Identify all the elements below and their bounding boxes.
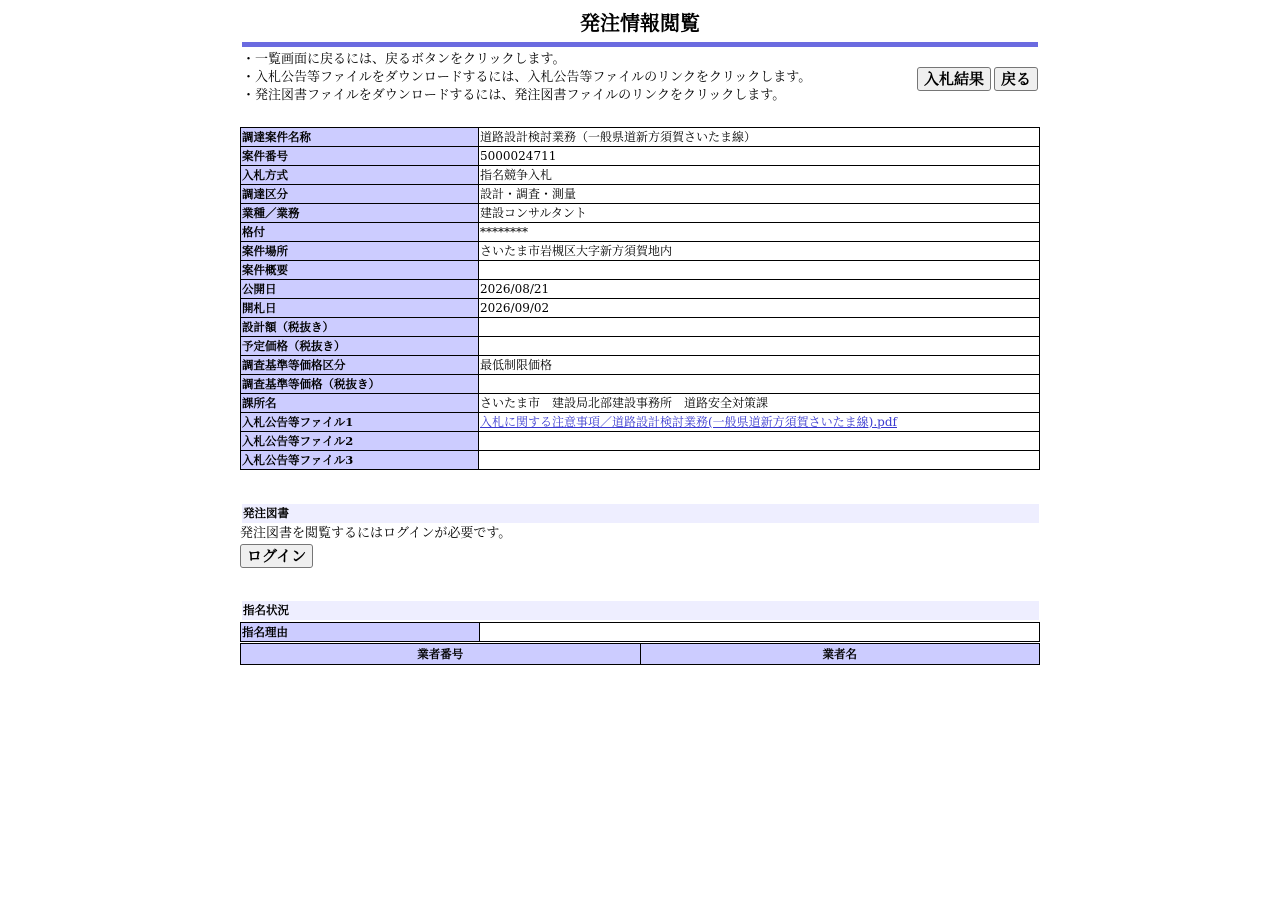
table-row <box>241 128 1040 147</box>
login-button[interactable]: ログイン <box>240 544 313 568</box>
page-container <box>240 0 1040 665</box>
detail-value <box>479 451 1040 470</box>
detail-table <box>240 127 1040 470</box>
table-row <box>241 185 1040 204</box>
instruction-notice-download: ・入札公告等ファイルをダウンロードするには、入札公告等ファイルのリンクをクリックします。 <box>242 70 812 85</box>
table-row <box>241 375 1040 394</box>
detail-value <box>479 318 1040 337</box>
table-row <box>241 318 1040 337</box>
detail-label: 入札公告等ファイル2 <box>241 432 479 451</box>
detail-label: 公開日 <box>241 280 479 299</box>
instructions <box>242 51 811 105</box>
nomination-reason-value <box>480 623 1040 642</box>
vendor-number-column: 業者番号 <box>241 644 641 665</box>
detail-label: 予定価格（税抜き） <box>241 337 479 356</box>
detail-label: 案件概要 <box>241 261 479 280</box>
table-row <box>241 166 1040 185</box>
detail-label: 課所名 <box>241 394 479 413</box>
page-title: 発注情報閲覧 <box>580 13 700 35</box>
instruction-document-download: ・発注図書ファイルをダウンロードするには、発注図書ファイルのリンクをクリックします。 <box>242 88 786 103</box>
detail-label: 調査基準等価格（税抜き） <box>241 375 479 394</box>
detail-label: 調達案件名称 <box>241 128 479 147</box>
detail-label: 設計額（税抜き） <box>241 318 479 337</box>
vendor-table <box>240 643 1040 665</box>
table-row <box>241 204 1040 223</box>
table-row <box>241 223 1040 242</box>
detail-value: 2026/09/02 <box>479 299 1040 318</box>
vendor-table-header <box>241 644 1040 665</box>
detail-value <box>479 261 1040 280</box>
detail-value: 2026/08/21 <box>479 280 1040 299</box>
detail-label: 案件番号 <box>241 147 479 166</box>
detail-label: 格付 <box>241 223 479 242</box>
bid-result-button[interactable]: 入札結果 <box>917 67 991 91</box>
detail-label: 入札公告等ファイル1 <box>241 413 479 432</box>
table-row <box>241 394 1040 413</box>
table-row <box>241 280 1040 299</box>
detail-label: 入札公告等ファイル3 <box>241 451 479 470</box>
detail-label: 業種／業務 <box>241 204 479 223</box>
detail-value <box>479 375 1040 394</box>
detail-value: 建設コンサルタント <box>479 204 1040 223</box>
detail-value <box>479 337 1040 356</box>
detail-value: さいたま市岩槻区大字新方須賀地内 <box>479 242 1040 261</box>
detail-value: 5000024711 <box>479 147 1040 166</box>
detail-value: さいたま市 建設局北部建設事務所 道路安全対策課 <box>479 394 1040 413</box>
detail-value: 指名競争入札 <box>479 166 1040 185</box>
detail-value: 最低制限価格 <box>479 356 1040 375</box>
table-row <box>241 451 1040 470</box>
notice-file-link[interactable]: 入札に関する注意事項／道路設計検討業務(一般県道新方須賀さいたま線).pdf <box>480 414 897 429</box>
table-row <box>241 356 1040 375</box>
table-row <box>241 623 1040 642</box>
table-row <box>241 242 1040 261</box>
back-button[interactable]: 戻る <box>994 67 1038 91</box>
detail-value: ******** <box>479 223 1040 242</box>
detail-value: 道路設計検討業務（一般県道新方須賀さいたま線） <box>479 128 1040 147</box>
documents-section-heading: 発注図書 <box>242 504 1039 523</box>
detail-label: 入札方式 <box>241 166 479 185</box>
login-required-note: 発注図書を閲覧するにはログインが必要です。 <box>240 526 512 541</box>
table-row <box>241 432 1040 451</box>
detail-value <box>479 413 1040 432</box>
table-row <box>241 261 1040 280</box>
table-row <box>241 337 1040 356</box>
table-row <box>241 413 1040 432</box>
nomination-reason-label: 指名理由 <box>241 623 480 642</box>
detail-value: 設計・調査・測量 <box>479 185 1040 204</box>
table-row <box>241 147 1040 166</box>
instruction-back: ・一覧画面に戻るには、戻るボタンをクリックします。 <box>242 52 566 67</box>
table-row <box>241 299 1040 318</box>
detail-label: 調達区分 <box>241 185 479 204</box>
vendor-name-column: 業者名 <box>640 644 1040 665</box>
detail-value <box>479 432 1040 451</box>
detail-label: 開札日 <box>241 299 479 318</box>
nomination-section-heading: 指名状況 <box>242 601 1039 620</box>
info-area <box>240 47 1040 127</box>
detail-label: 案件場所 <box>241 242 479 261</box>
detail-label: 調査基準等価格区分 <box>241 356 479 375</box>
nomination-reason-table <box>240 622 1040 642</box>
top-buttons <box>917 67 1038 91</box>
